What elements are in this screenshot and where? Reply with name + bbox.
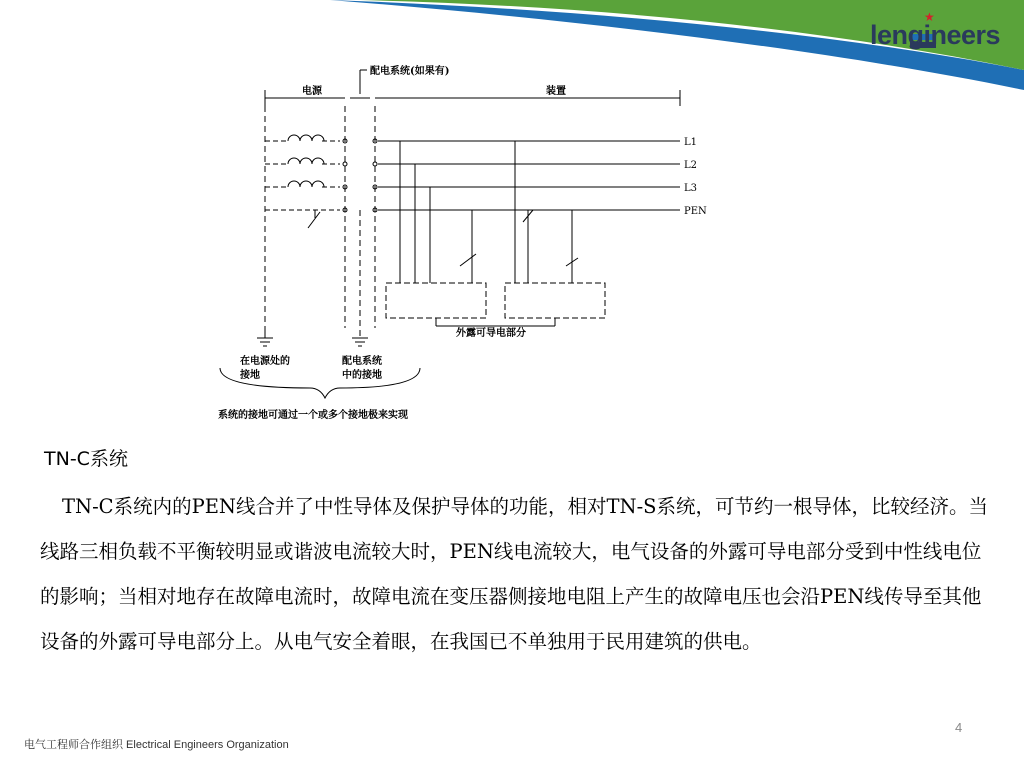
label-distribution-system: 配电系统(如果有)	[370, 66, 450, 77]
line-label-l3: L3	[684, 183, 698, 194]
footer-organization: 电气工程师合作组织 Electrical Engineers Organization	[24, 739, 289, 751]
label-earth-distribution-line1: 配电系统	[342, 356, 382, 367]
brand-logo-text: lengineers	[870, 20, 1001, 50]
page-number: 4	[955, 720, 963, 735]
diagram-caption: 系统的接地可通过一个或多个接地极来实现	[218, 410, 408, 421]
label-earth-distribution-line2: 中的接地	[342, 370, 382, 381]
label-earth-source-line1: 在电源处的	[240, 356, 290, 367]
label-installation: 装置	[546, 86, 566, 97]
tn-c-diagram	[210, 58, 730, 428]
label-earth-source-line2: 接地	[240, 370, 260, 381]
line-label-l1: L1	[684, 137, 698, 148]
line-label-pen: PEN	[684, 206, 707, 217]
logo-star-icon: ★	[924, 10, 935, 24]
label-source: 电源	[302, 86, 322, 97]
label-exposed-parts: 外露可导电部分	[456, 328, 526, 339]
section-heading: TN-C系统	[44, 448, 128, 470]
line-label-l2: L2	[684, 160, 698, 171]
body-paragraph: TN-C系统内的PEN线合并了中性导体及保护导体的功能，相对TN-S系统，可节约一根导体，比较经济。当线路三相负载不平衡较明显或谐波电流较大时，PEN线电流较大，电气设备的外露可导电部分受到中性线电位的影响；当相对地存在故障电流时，故障电流在变压器侧接地电阻上产生的故障电压也会沿PEN线传导至其他设备的外露可导电部分上。从电气安全着眼，在我国已不单独用于民用建筑的供电。	[40, 495, 989, 653]
